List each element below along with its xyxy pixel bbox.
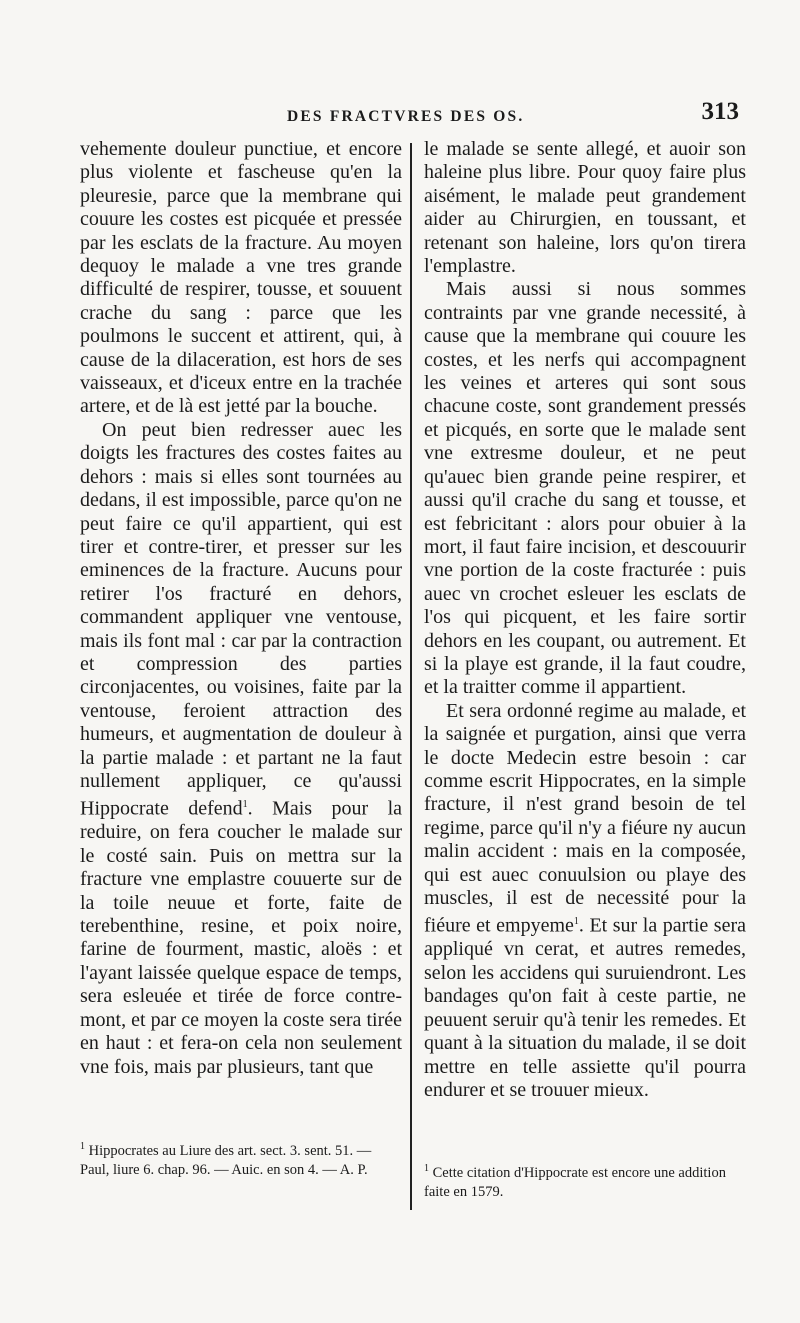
footnote-ref: 1 [573,916,579,928]
footnote-text: Hippocrates au Liure des art. sect. 3. sent. 51. — Paul, liure 6. chap. 96. — Auic. en son 4. — A. P. [80,1142,372,1178]
left-column [80,138,402,1079]
paragraph [424,700,746,1103]
footnote-right [424,1159,754,1202]
footnote-ref: 1 [242,799,248,811]
paragraph-text: . Mais pour la reduire, on fera coucher le malade sur le costé sain. Puis on mettra sur la fracture vne emplastre couuerte sur de la toile neuue et forte, faite de terebenthine, resine, et poix noire, farine de fourment, mastic, aloës : et l'ayant laissée quelque espace de temps, sera esleuée et tirée de force contre-mont, et par ce moyen la coste sera tirée en haut : et fera-on cela non seulement vne fois, mais par plusieurs, tant que [80,798,402,1078]
right-column [424,138,746,1102]
column-divider [410,143,412,1210]
footnote-left [80,1137,402,1180]
paragraph: le malade se sente allegé, et auoir son haleine plus libre. Pour quoy faire plus aisément, le malade peut grandement aider au Chirurgien, en toussant, et retenant son haleine, lors qu'on tirera l'emplastre. [424,138,746,278]
page-number: 313 [701,98,739,125]
running-head: DES FRACTVRES DES OS. [287,108,525,125]
paragraph: vehemente douleur punctiue, et encore plus violente et fascheuse qu'en la pleuresie, parce que la membrane qui couure les costes est picquée et pressée par les esclats de la fracture. Au moyen dequoy le malade a vne tres grande difficulté de respirer, tousse, et souuent crache du sang : parce que les poulmons le succent et attirent, qui, à cause de la dilaceration, est hors de ses vaisseaux, et d'iceux entre en la trachée artere, et de là est jetté par la bouche. [80,138,402,418]
footnote-marker: 1 [424,1163,429,1174]
paragraph-text: Et sera ordonné regime au malade, et la saignée et purgation, ainsi que verra le docte Medecin estre besoin : car comme escrit Hippocrates, en la simple fracture, il n'est grand besoin de tel regime, parce qu'il n'y a fiéure ny aucun malin accident : mais en la composée, qui est auec conuulsion ou playe des muscles, il est de necessité pour la fiéure et empyeme [424,699,746,938]
paragraph: Mais aussi si nous sommes contraints par vne grande necessité, à cause que la membrane qui couure les costes, et les nerfs qui accompagnent les veines et arteres qui sont sous chacune coste, sont grandement pressés et picqués, en sorte que le malade sent vne extresme douleur, et ne peut qu'auec bien grande peine respirer, et aussi qu'il crache du sang et tousse, et est febricitant : alors pour obuier à la mort, il faut faire incision, et descouurir vne portion de la coste fracturée : puis auec vn crochet esleuer les esclats de l'os qui picquent, et les faire sortir dehors en les coupant, ou autrement. Et si la playe est grande, il la faut coudre, et la traitter comme il appartient. [424,278,746,699]
paragraph-text: . Et sur la partie sera appliqué vn cerat, et autres remedes, selon les accidens qui suruiendront. Les bandages qu'on fait à ceste partie, ne peuuent seruir qu'à tenir les remedes. Et quant à la situation du malade, il se doit mettre en telle assiette qu'il pourra endurer et se trouuer mieux. [424,915,747,1101]
paragraph-text: On peut bien redresser auec les doigts les fractures des costes faites au dehors : mais si elles sont tournées au dedans, il est impossible, parce qu'on ne peut faire ce qu'il appartient, qui est tirer et contre-tirer, et presser sur les eminences de la fracture. Aucuns pour retirer l'os fracturé en dehors, commandent appliquer vne ventouse, mais ils font mal : car par la contraction et compression des parties circonjacentes, ou voisines, faite par la ventouse, feroient attraction des humeurs, et augmentation de douleur à la partie malade : et partant ne la faut nullement appliquer, ce qu'aussi Hippocrate defend [80,418,402,821]
footnote-marker: 1 [80,1141,85,1152]
footnote-text: Cette citation d'Hippocrate est encore une addition faite en 1579. [424,1164,726,1200]
page-header [80,100,745,134]
paragraph [80,419,402,1079]
